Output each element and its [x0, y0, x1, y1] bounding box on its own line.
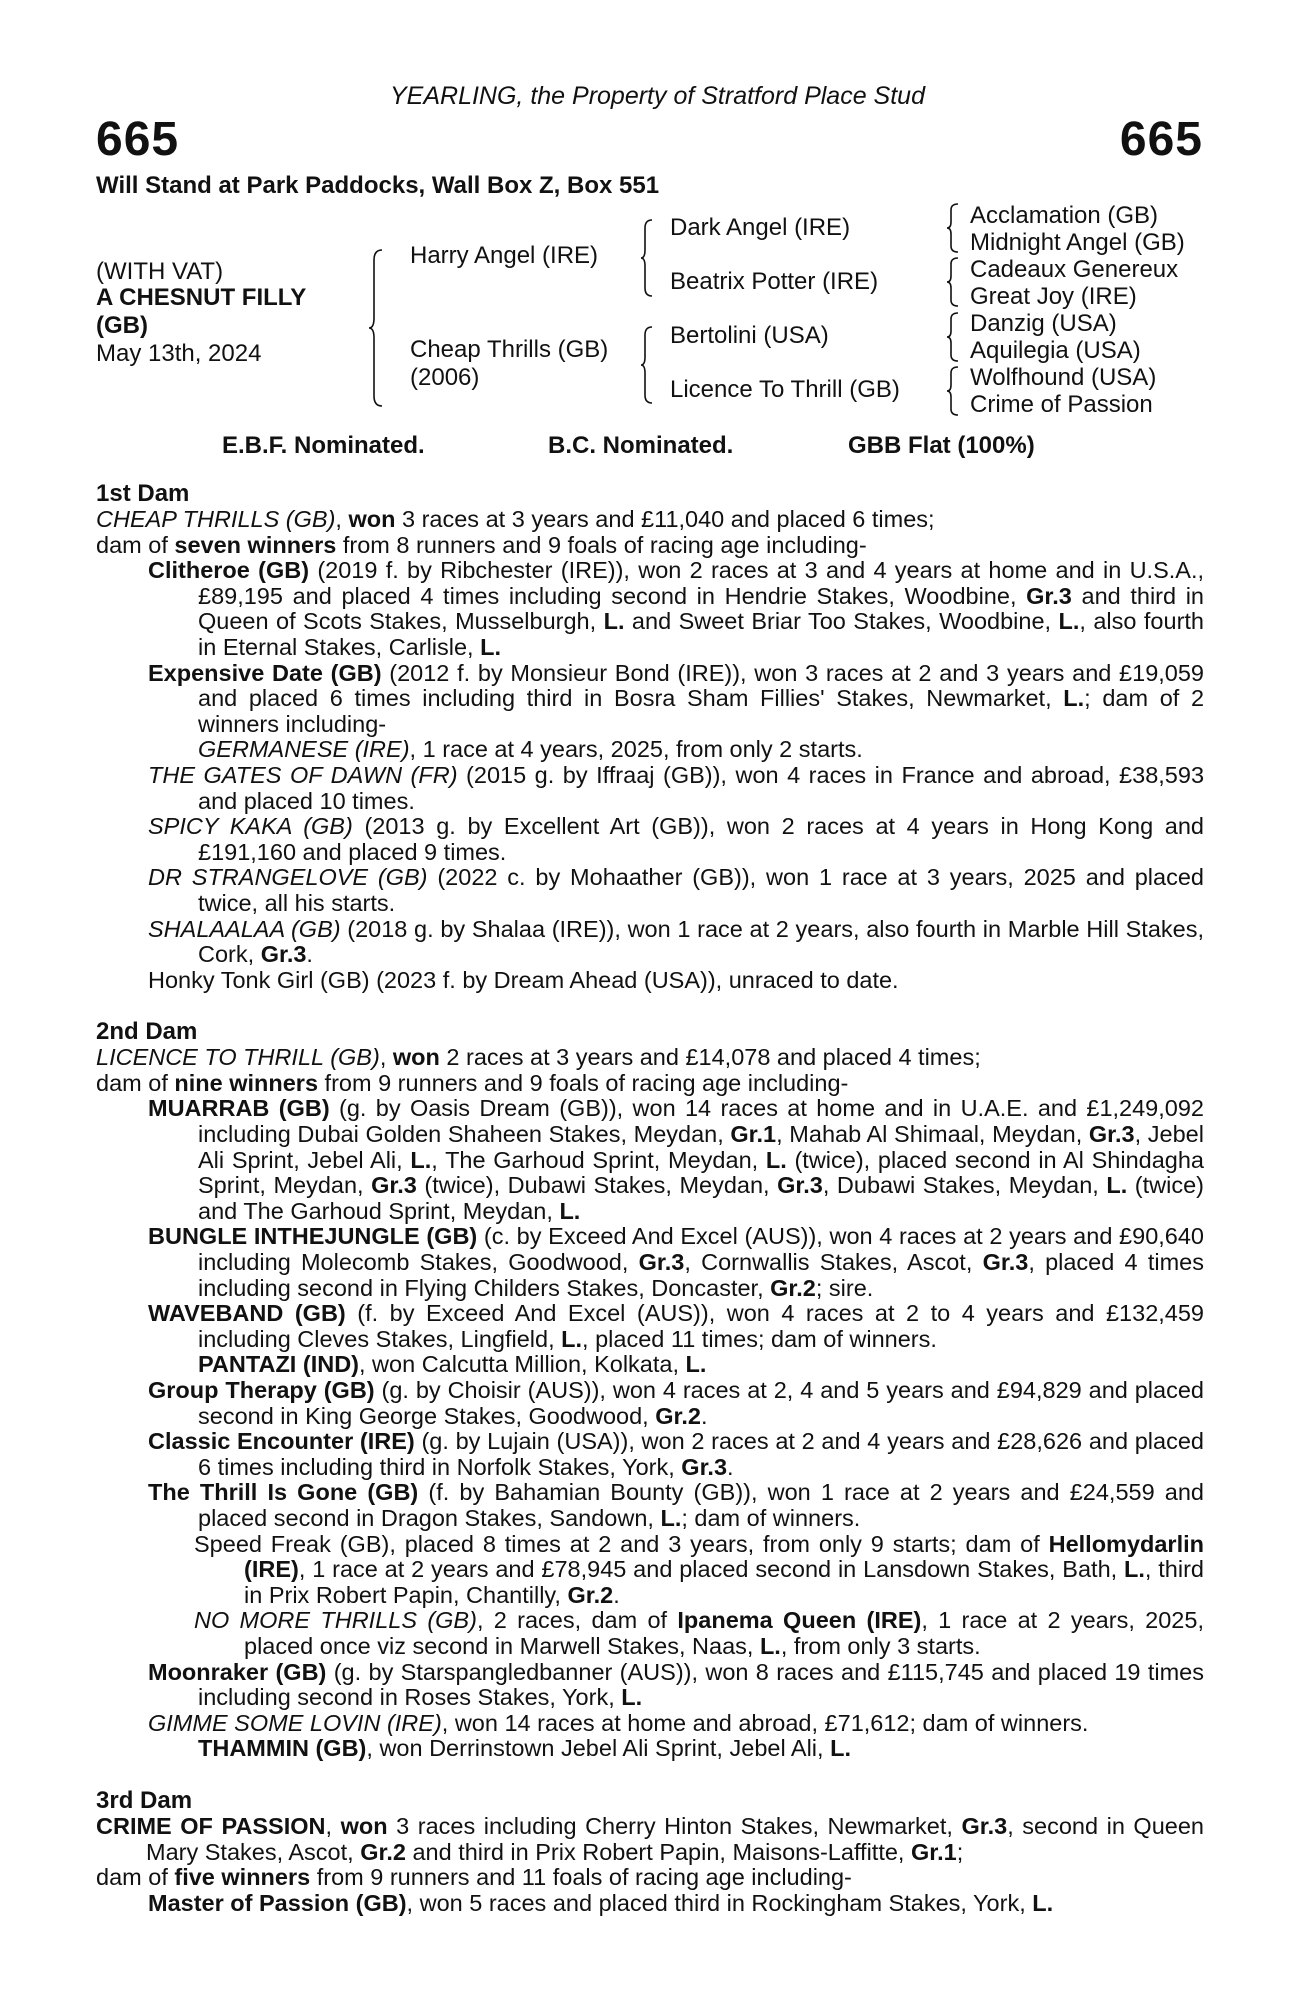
ss-dam: Midnight Angel (GB) [970, 229, 1185, 256]
first-dam-name: CHEAP THRILLS (GB) [96, 506, 336, 532]
lot-number-left: 665 [96, 113, 180, 166]
list-item: PANTAZI (IND), won Calcutta Million, Kolkata, L. [198, 1351, 707, 1378]
lot-description: A CHESNUT FILLY [96, 284, 307, 311]
sire-sire: Dark Angel (IRE) [670, 214, 851, 241]
sd-sire: Cadeaux Genereux [970, 256, 1179, 283]
horse-the-thrill-is-gone: The Thrill Is Gone (GB) [148, 1479, 419, 1506]
foaling-date: May 13th, 2024 [96, 340, 262, 367]
horse-pantazi: PANTAZI (IND) [198, 1351, 359, 1378]
second-dam-heading: 2nd Dam [96, 1018, 198, 1046]
horse-germanese: GERMANESE (IRE) [198, 736, 410, 763]
horse-speed-freak: Speed Freak (GB), placed 8 times at 2 and 3 years, from only 9 starts; dam of [194, 1530, 1040, 1557]
list-item: SPICY KAKA (GB) (2013 g. by Excellent Art (GB)), won 2 races at 4 years in Hong Kong and £191,160 and placed 9 times. [148, 813, 1204, 865]
list-item: NO MORE THRILLS (GB), 2 races, dam of Ipanema Queen (IRE), 1 race at 2 years, 2025, placed once viz second in Marwell Stakes, Naas, L., from only 3 starts. [194, 1607, 1204, 1659]
ds-dam: Aquilegia (USA) [970, 337, 1141, 364]
bc-nominated: B.C. Nominated. [548, 432, 734, 459]
horse-master-of-passion: Master of Passion (GB) [148, 1889, 407, 1916]
list-item: BUNGLE INTHEJUNGLE (GB) (c. by Exceed And Excel (AUS)), won 4 races at 2 years and £90,640 including Molecomb Stakes, Goodwood, Gr.3, Cornwallis Stakes, Ascot, Gr.3, placed 4 times including second in Flying Childers Stakes, Doncaster, Gr.2; sire. [148, 1223, 1204, 1301]
third-dam-heading: 3rd Dam [96, 1786, 193, 1814]
second-dam-produce-summary: dam of nine winners from 9 runners and 9 foals of racing age including- [96, 1069, 849, 1096]
third-dam-name: CRIME OF PASSION [96, 1812, 326, 1839]
vat-note: (WITH VAT) [96, 258, 224, 285]
list-item: THE GATES OF DAWN (FR) (2015 g. by Iffraaj (GB)), won 4 races in France and abroad, £38,593 and placed 10 times. [148, 761, 1205, 814]
horse-classic-encounter: Classic Encounter (IRE) [148, 1428, 415, 1455]
dam-dam: Licence To Thrill (GB) [670, 376, 900, 403]
list-item: Speed Freak (GB), placed 8 times at 2 and 3 years, from only 9 starts; dam of Hellomydarlin (IRE), 1 race at 2 years and £78,945 and placed second in Lansdown Stakes, Bath, L., third in Prix Robert Papin, Chantilly, Gr.2. [194, 1530, 1204, 1608]
list-item: Expensive Date (GB) (2012 f. by Monsieur Bond (IRE)), won 3 races at 2 and 3 years and £19,059 and placed 6 times including third in Bosra Sham Fillies' Stakes, Newmarket, L.; dam of 2 winners including- [148, 659, 1205, 737]
horse-ipanema-queen: Ipanema Queen (IRE) [677, 1607, 922, 1634]
horse-muarrab: MUARRAB (GB) [148, 1095, 330, 1122]
brace-dd [946, 365, 962, 417]
sire: Harry Angel (IRE) [410, 242, 599, 269]
gbb-flat: GBB Flat (100%) [848, 432, 1035, 459]
produce-record [96, 480, 1204, 1916]
stand-location: Will Stand at Park Paddocks, Wall Box Z, Box 551 [96, 172, 660, 199]
horse-hellomydarlin: Hellomydarlin (IRE) [244, 1530, 1204, 1583]
list-item: Clitheroe (GB) (2019 f. by Ribchester (IRE)), won 2 races at 3 and 4 years at home and in U.S.A., £89,195 and placed 4 times including second in Hendrie Stakes, Woodbine, Gr.3 and third in Queen of Scots Stakes, Musselburgh, L. and Sweet Briar Too Stakes, Woodbine, L., also fourth in Eternal Stakes, Carlisle, L. [148, 557, 1205, 660]
sd-dam: Great Joy (IRE) [970, 283, 1137, 310]
horse-shalaalaa: SHALAALAA (GB) [148, 915, 341, 942]
list-item: MUARRAB (GB) (g. by Oasis Dream (GB)), won 14 races at home and in U.A.E. and £1,249,092 including Dubai Golden Shaheen Stakes, Meydan, Gr.1, Mahab Al Shimaal, Meydan, Gr.3, Jebel Ali Sprint, Jebel Ali, L., The Garhoud Sprint, Meydan, L. (twice), placed second in Al Shindagha Sprint, Meydan, Gr.3 (twice), Dubawi Stakes, Meydan, Gr.3, Dubawi Stakes, Meydan, L. (twice) and The Garhoud Sprint, Meydan, L. [148, 1095, 1204, 1224]
horse-group-therapy: Group Therapy (GB) [148, 1377, 375, 1403]
lot-description-origin: (GB) [96, 312, 148, 339]
dam: Cheap Thrills (GB) [410, 336, 609, 363]
brace-dam-parents [640, 325, 656, 405]
dd-dam: Crime of Passion [970, 391, 1153, 418]
list-item: Master of Passion (GB), won 5 races and placed third in Rockingham Stakes, York, L. [148, 1889, 1054, 1916]
sire-dam: Beatrix Potter (IRE) [670, 268, 879, 295]
list-item: Moonraker (GB) (g. by Starspangledbanner (AUS)), won 8 races and £115,745 and placed 19 times including second in Roses Stakes, York, L. [148, 1658, 1204, 1711]
horse-moonraker: Moonraker (GB) [148, 1658, 327, 1685]
brace-ds [946, 311, 962, 363]
brace-sire-dam [368, 248, 388, 408]
dd-sire: Wolfhound (USA) [970, 364, 1157, 391]
list-item: Classic Encounter (IRE) (g. by Lujain (USA)), won 2 races at 2 and 4 years and £28,626 and placed 6 times including third in Norfolk Stakes, York, Gr.3. [148, 1428, 1204, 1480]
list-item: SHALAALAA (GB) (2018 g. by Shalaa (IRE)), won 1 race at 2 years, also fourth in Marble Hill Stakes, Cork, Gr.3. [148, 915, 1204, 968]
list-item: WAVEBAND (GB) (f. by Exceed And Excel (AUS)), won 4 races at 2 to 4 years and £132,459 including Cleves Stakes, Lingfield, L., placed 11 times; dam of winners. [148, 1300, 1205, 1352]
horse-gimme-some-lovin: GIMME SOME LOVIN (IRE) [148, 1709, 442, 1736]
brace-sd [946, 256, 962, 308]
list-item: THAMMIN (GB), won Derrinstown Jebel Ali Sprint, Jebel Ali, L. [198, 1735, 851, 1762]
consignor-subtitle: YEARLING, the Property of Stratford Place Stud [390, 82, 925, 110]
ds-sire: Danzig (USA) [970, 310, 1117, 337]
dam-sire: Bertolini (USA) [670, 322, 829, 349]
brace-sire-parents [640, 218, 656, 298]
horse-clitheroe: Clitheroe (GB) [148, 557, 310, 584]
horse-no-more-thrills: NO MORE THRILLS (GB) [194, 1607, 477, 1634]
first-dam-heading: 1st Dam [96, 480, 190, 507]
first-dam-produce-summary: dam of seven winners from 8 runners and 9 foals of racing age including- [96, 531, 867, 558]
horse-thammin: THAMMIN (GB) [198, 1735, 367, 1762]
list-item: GERMANESE (IRE), 1 race at 4 years, 2025, from only 2 starts. [198, 736, 863, 763]
dam-year: (2006) [410, 364, 480, 391]
third-dam-produce-summary: dam of five winners from 9 runners and 11 foals of racing age including- [96, 1864, 852, 1891]
horse-waveband: WAVEBAND (GB) [148, 1300, 346, 1327]
ss-sire: Acclamation (GB) [970, 202, 1159, 229]
list-item: Group Therapy (GB) (g. by Choisir (AUS)), won 4 races at 2, 4 and 5 years and £94,829 and placed second in King George Stakes, Goodwood, Gr.2. [148, 1377, 1204, 1429]
horse-expensive-date: Expensive Date (GB) [148, 659, 382, 686]
list-item: The Thrill Is Gone (GB) (f. by Bahamian Bounty (GB)), won 1 race at 2 years and £24,559 and placed second in Dragon Stakes, Sandown, L.; dam of winners. [148, 1479, 1204, 1531]
horse-gates-of-dawn: THE GATES OF DAWN (FR) [148, 761, 458, 788]
ebf-nominated: E.B.F. Nominated. [222, 432, 425, 459]
list-item: GIMME SOME LOVIN (IRE), won 14 races at home and abroad, £71,612; dam of winners. [148, 1709, 1089, 1736]
second-dam-summary: LICENCE TO THRILL (GB), won 2 races at 3 years and £14,078 and placed 4 times; [96, 1044, 981, 1071]
horse-spicy-kaka: SPICY KAKA (GB) [148, 813, 353, 840]
first-dam-summary: CHEAP THRILLS (GB), won 3 races at 3 years and £11,040 and placed 6 times; [96, 506, 935, 532]
horse-bungle-inthejungle: BUNGLE INTHEJUNGLE (GB) [148, 1223, 478, 1250]
list-item: Honky Tonk Girl (GB) (2023 f. by Dream Ahead (USA)), unraced to date. [148, 966, 899, 993]
brace-ss [946, 202, 962, 254]
lot-number-right: 665 [1119, 113, 1203, 166]
horse-dr-strangelove: DR STRANGELOVE (GB) [148, 864, 428, 891]
list-item: DR STRANGELOVE (GB) (2022 c. by Mohaather (GB)), won 1 race at 3 years, 2025 and placed twice, all his starts. [148, 864, 1204, 916]
second-dam-name: LICENCE TO THRILL (GB) [96, 1044, 380, 1071]
third-dam-summary: CRIME OF PASSION, won 3 races including Cherry Hinton Stakes, Newmarket, Gr.3, second in Queen Mary Stakes, Ascot, Gr.2 and third in Prix Robert Papin, Maisons-Laffitte, Gr.1; [96, 1812, 1204, 1865]
